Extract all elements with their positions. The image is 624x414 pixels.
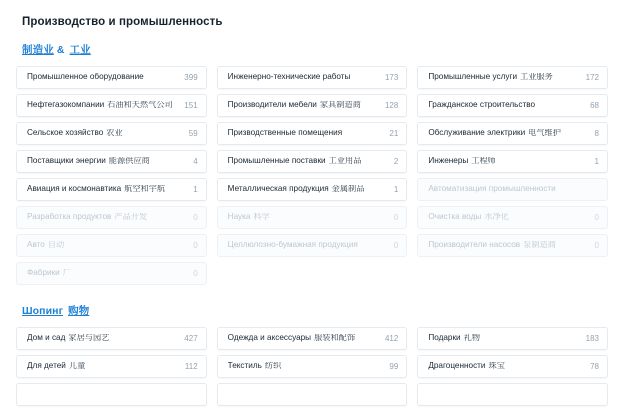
category-count: 0 bbox=[393, 212, 399, 222]
category-label: Для детей 儿童 bbox=[27, 362, 86, 371]
category-count: 412 bbox=[384, 333, 399, 343]
category-item[interactable] bbox=[16, 206, 207, 229]
category-count: 1 bbox=[594, 156, 599, 166]
category-label: Металлическая продукция 金属制品 bbox=[227, 185, 365, 194]
category-count: 0 bbox=[193, 240, 198, 250]
category-item[interactable] bbox=[217, 206, 408, 229]
category-item[interactable] bbox=[417, 327, 608, 350]
category-label: Призводственные помещения bbox=[227, 129, 343, 138]
category-item[interactable] bbox=[417, 383, 608, 406]
category-item[interactable] bbox=[16, 262, 207, 285]
section-heading-cn-manufacturing: 工业 bbox=[69, 44, 91, 56]
category-item[interactable] bbox=[217, 234, 408, 257]
category-label: Промышленные услуги 工业服务 bbox=[428, 73, 553, 82]
category-count: 8 bbox=[594, 128, 599, 138]
category-count: 21 bbox=[389, 128, 399, 138]
category-label: Инженеры 工程师 bbox=[428, 157, 496, 166]
section-heading-ru-shopping: Шопинг bbox=[22, 305, 64, 317]
category-count: 4 bbox=[193, 156, 198, 166]
category-count: 151 bbox=[184, 100, 198, 110]
category-label: Производители насосов 泵制造商 bbox=[428, 241, 556, 250]
category-count: 399 bbox=[184, 72, 198, 82]
category-label: Текстиль 纺织 bbox=[227, 362, 282, 371]
category-count: 128 bbox=[384, 100, 399, 110]
category-count: 0 bbox=[393, 240, 399, 250]
category-count: 2 bbox=[393, 156, 399, 166]
category-label: Гражданское строительство bbox=[428, 101, 536, 110]
category-label: Сельское хозяйство 农业 bbox=[27, 129, 123, 138]
category-label: Очистка воды 水净化 bbox=[428, 213, 509, 222]
category-item[interactable] bbox=[16, 327, 207, 350]
category-item[interactable] bbox=[217, 383, 408, 406]
category-label: Одежда и аксессуары 服装和配饰 bbox=[227, 334, 356, 343]
category-count: 0 bbox=[594, 212, 599, 222]
category-count: 172 bbox=[585, 72, 599, 82]
category-label: Инженерно-технические работы bbox=[227, 73, 351, 82]
category-label: Наука 科学 bbox=[227, 213, 270, 222]
category-label: Разработка продуктов 产品开发 bbox=[27, 213, 148, 222]
category-item[interactable] bbox=[16, 178, 207, 201]
category-item[interactable] bbox=[417, 355, 608, 378]
category-item[interactable] bbox=[217, 94, 408, 117]
category-item[interactable] bbox=[16, 150, 207, 173]
category-item[interactable] bbox=[217, 150, 408, 173]
category-label: Авиация и космонавтика 航空和宇航 bbox=[27, 185, 166, 194]
category-count: 78 bbox=[590, 361, 599, 371]
category-count: 0 bbox=[193, 268, 198, 278]
category-item[interactable] bbox=[417, 122, 608, 145]
column-spacer bbox=[417, 262, 608, 285]
category-label: Фабрики 厂 bbox=[27, 269, 71, 278]
category-item[interactable] bbox=[217, 355, 408, 378]
section-heading-manufacturing bbox=[22, 42, 608, 57]
category-column-1 bbox=[16, 66, 207, 285]
category-column-3 bbox=[417, 327, 608, 406]
category-column-2 bbox=[217, 327, 408, 406]
category-item[interactable] bbox=[16, 66, 207, 89]
category-column-2 bbox=[217, 66, 408, 285]
category-item[interactable] bbox=[417, 150, 608, 173]
category-label: Поставщики энергии 能源供应商 bbox=[27, 157, 150, 166]
category-item[interactable] bbox=[16, 355, 207, 378]
category-label: Подарки 礼物 bbox=[428, 334, 481, 343]
category-count: 112 bbox=[184, 361, 198, 371]
category-label: Дом и сад 家居与园艺 bbox=[27, 334, 110, 343]
category-count: 0 bbox=[594, 240, 599, 250]
category-label: Нефтегазокомпании 石油和天然气公司 bbox=[27, 101, 173, 110]
category-count: 0 bbox=[193, 212, 198, 222]
category-count: 1 bbox=[393, 184, 399, 194]
category-label: Промышленное оборудование bbox=[27, 73, 144, 82]
section-heading-amp-manufacturing: & bbox=[56, 44, 68, 56]
category-item[interactable] bbox=[417, 234, 608, 257]
category-item[interactable] bbox=[16, 122, 207, 145]
category-item[interactable] bbox=[217, 122, 408, 145]
category-label: Драгоценности 珠宝 bbox=[428, 362, 505, 371]
category-label: Целлюлозно-бумажная продукция bbox=[227, 241, 358, 250]
category-item[interactable] bbox=[417, 94, 608, 117]
category-count: 59 bbox=[188, 128, 198, 138]
category-count: 68 bbox=[590, 100, 599, 110]
category-item[interactable] bbox=[217, 178, 408, 201]
category-label: Производители мебели 家具制造商 bbox=[227, 101, 361, 110]
category-item[interactable] bbox=[417, 178, 608, 201]
category-item[interactable] bbox=[217, 66, 408, 89]
category-count: 173 bbox=[384, 72, 399, 82]
category-column-3 bbox=[417, 66, 608, 285]
category-label: Промышленные поставки 工业用品 bbox=[227, 157, 362, 166]
category-item[interactable] bbox=[16, 383, 207, 406]
category-count: 427 bbox=[184, 333, 198, 343]
section-heading-shopping bbox=[22, 303, 608, 318]
category-label: Автоматизация промышленности bbox=[428, 185, 556, 194]
category-item[interactable] bbox=[417, 66, 608, 89]
category-label: Обслуживание электрики 电气维护 bbox=[428, 129, 561, 138]
category-count: 1 bbox=[193, 184, 198, 194]
category-label: Авто 自动 bbox=[27, 241, 65, 250]
category-grid-shopping bbox=[16, 327, 608, 406]
category-item[interactable] bbox=[16, 94, 207, 117]
category-count: 183 bbox=[585, 333, 599, 343]
category-count: 99 bbox=[389, 361, 399, 371]
category-item[interactable] bbox=[217, 327, 408, 350]
category-grid-manufacturing bbox=[16, 66, 608, 285]
category-item[interactable] bbox=[16, 234, 207, 257]
section-heading-cn-shopping: 购物 bbox=[68, 305, 90, 317]
column-spacer bbox=[217, 262, 408, 285]
page-title: Производство и промышленность bbox=[22, 16, 223, 28]
category-item[interactable] bbox=[417, 206, 608, 229]
category-column-1 bbox=[16, 327, 207, 406]
section-heading-ru-manufacturing: 制造业 bbox=[22, 44, 54, 56]
